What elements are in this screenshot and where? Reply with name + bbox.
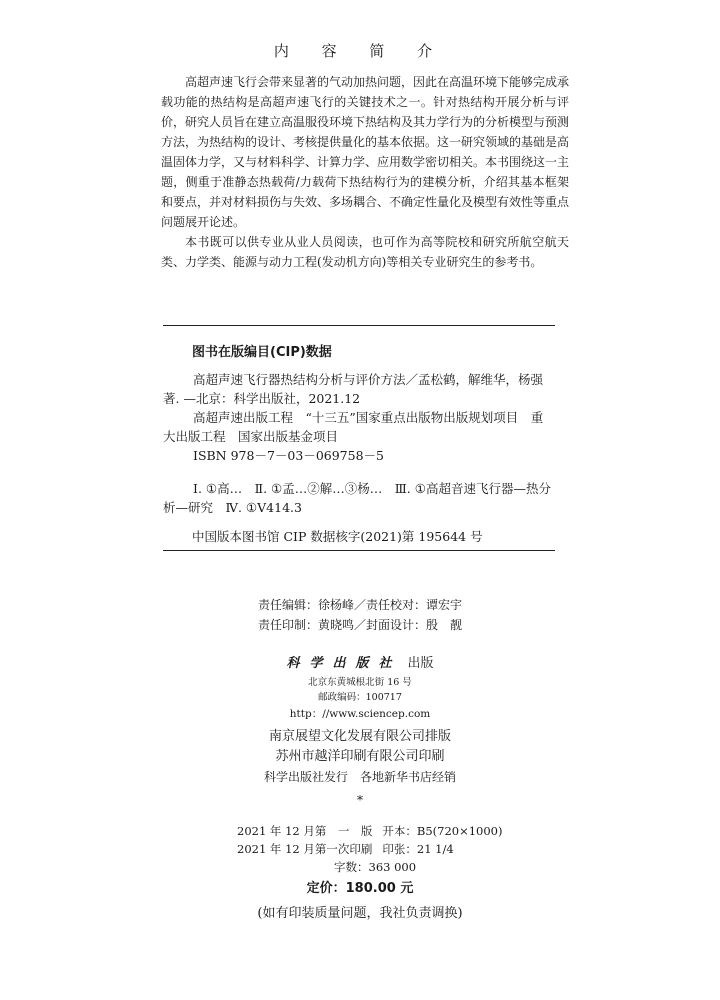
publisher-postcode: 邮政编码：100717	[318, 692, 402, 703]
printer: 苏州市越洋印刷有限公司印刷	[275, 749, 445, 764]
publisher-block	[0, 653, 720, 723]
book-format: 开本：B5(720×1000)	[382, 824, 503, 838]
intro-paragraph-2: 本书既可以供专业从业人员阅读，也可作为高等院校和研究所航空航天类、力学类、能源与动力工程(发动机方向)等相关专业研究生的参考书。	[161, 235, 569, 269]
cip-heading: 图书在版编目(CIP)数据	[192, 345, 332, 360]
cip-number: 中国版本图书馆 CIP 数据核字(2021)第 195644 号	[192, 529, 483, 544]
intro-paragraph-1: 高超声速飞行会带来显著的气动加热问题，因此在高温环境下能够完成承载功能的热结构是高超声速飞行的关键技术之一。针对热结构开展分析与评价，研究人员旨在建立高温服役环境下热结构及其力学行为的分析模型与预测方法，为热结构的设计、考核提供量化的基本依据。这一研究领域的基础是高温固体力学，又与材料科学、计算力学、应用数学密切相关。本书围绕这一主题，侧重于准静态热载荷/力载荷下热结构行为的建模分析，介绍其基本框架和要点，并对材料损伤与失效、多场耦合、不确定性量化及模型有效性等重点问题展开论述。	[161, 75, 570, 229]
intro-title: 内 容 简 介	[273, 42, 447, 60]
quality-notice: (如有印装质量问题，我社负责调换)	[257, 906, 463, 921]
cip-series-line: 高超声速出版工程 “十三五”国家重点出版物出版规划项目 重大出版工程 国家出版基金项目	[163, 410, 544, 444]
first-print: 2021 年 12 月第一次印刷	[237, 842, 373, 856]
distribution: 科学出版社发行 各地新华书店经销	[263, 770, 456, 784]
publisher-address: 北京东黄城根北街 16 号	[308, 677, 412, 688]
cip-bottom-rule	[163, 550, 555, 551]
cip-classification: Ⅰ. ①高… Ⅱ. ①孟…②解…③杨… Ⅲ. ①高超音速飞行器—热分析—研究 Ⅳ. ①V414.3	[163, 481, 551, 515]
cip-entry	[163, 370, 555, 517]
staff-line-editor: 责任编辑：徐杨峰／责任校对：谭宏宇	[257, 598, 462, 612]
price: 定价：180.00 元	[306, 881, 414, 896]
edition-info	[237, 822, 537, 876]
intro-body	[161, 72, 569, 272]
first-edition: 2021 年 12 月第 一 版	[237, 824, 373, 838]
cip-top-rule	[163, 325, 555, 326]
print-sheets: 印张：21 1/4	[382, 842, 454, 856]
cip-title-line: 高超声速飞行器热结构分析与评价方法／孟松鹤，解维华，杨强著. —北京：科学出版社，2021.12	[163, 372, 544, 406]
edition-row-2	[237, 840, 537, 858]
staff-line-production: 责任印制：黄晓鸣／封面设计：殷 靓	[257, 618, 462, 632]
word-count: 字数：363 000	[334, 860, 417, 874]
publisher-url: http：//www.sciencep.com	[289, 708, 431, 720]
edition-row-1	[237, 822, 537, 840]
publisher-line	[0, 653, 720, 675]
staff-credits	[0, 595, 720, 635]
printing-info	[0, 727, 720, 787]
publisher-logo-name: 科学出版社	[286, 656, 402, 671]
separator-star: *	[357, 793, 363, 807]
publisher-suffix: 出版	[407, 656, 434, 671]
typesetter: 南京展望文化发展有限公司排版	[268, 729, 451, 744]
cip-isbn: ISBN 978－7－03－069758－5	[193, 448, 384, 463]
